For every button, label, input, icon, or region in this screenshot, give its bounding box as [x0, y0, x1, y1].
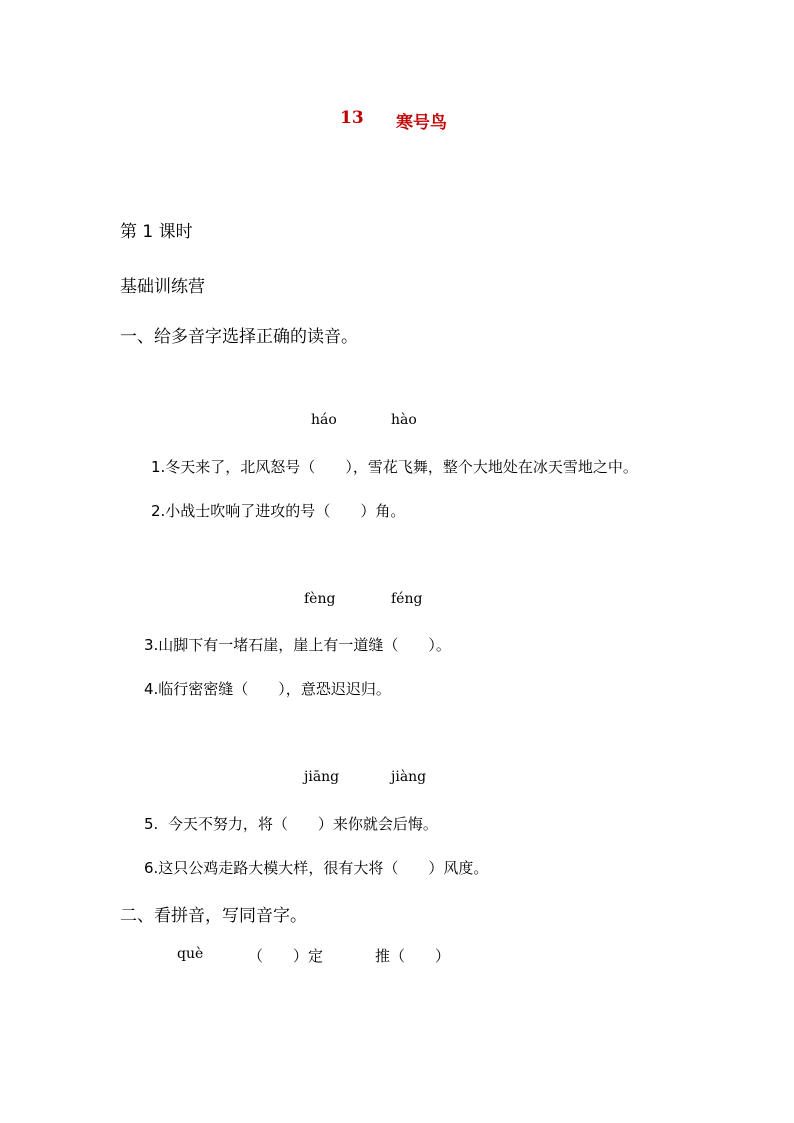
q1-heading: 一、给多音字选择正确的读音。	[120, 327, 358, 347]
title-text: 寒号鸟	[396, 113, 447, 133]
question-item: 6.这只公鸡走路大模大样，很有大将（ ）风度。	[144, 859, 489, 877]
lesson-label: 第 1 课时	[120, 222, 193, 242]
pinyin-option: féng	[391, 591, 423, 607]
blank-item: （ ）定	[248, 947, 324, 965]
blank-item: 推（ ）	[375, 947, 451, 965]
pinyin-option: jiàng	[391, 769, 427, 785]
question-item: 4.临行密密缝（ ），意恐迟迟归。	[144, 680, 391, 698]
question-item: 5. 今天不努力，将（ ）来你就会后悔。	[144, 815, 438, 833]
question-item: 3.山脚下有一堵石崖，崖上有一道缝（ ）。	[144, 636, 451, 654]
pinyin-option: háo	[311, 412, 337, 428]
q2-heading: 二、看拼音，写同音字。	[120, 906, 307, 926]
title-number: 13	[340, 108, 364, 128]
pinyin-prompt: què	[177, 946, 204, 962]
pinyin-option: fèng	[304, 591, 336, 607]
pinyin-option: hào	[391, 412, 417, 428]
question-item: 1.冬天来了，北风怒号（ ），雪花飞舞，整个大地处在冰天雪地之中。	[151, 458, 638, 476]
pinyin-option: jiāng	[304, 769, 340, 785]
question-item: 2.小战士吹响了进攻的号（ ）角。	[151, 502, 406, 520]
section-label: 基础训练营	[120, 277, 205, 297]
